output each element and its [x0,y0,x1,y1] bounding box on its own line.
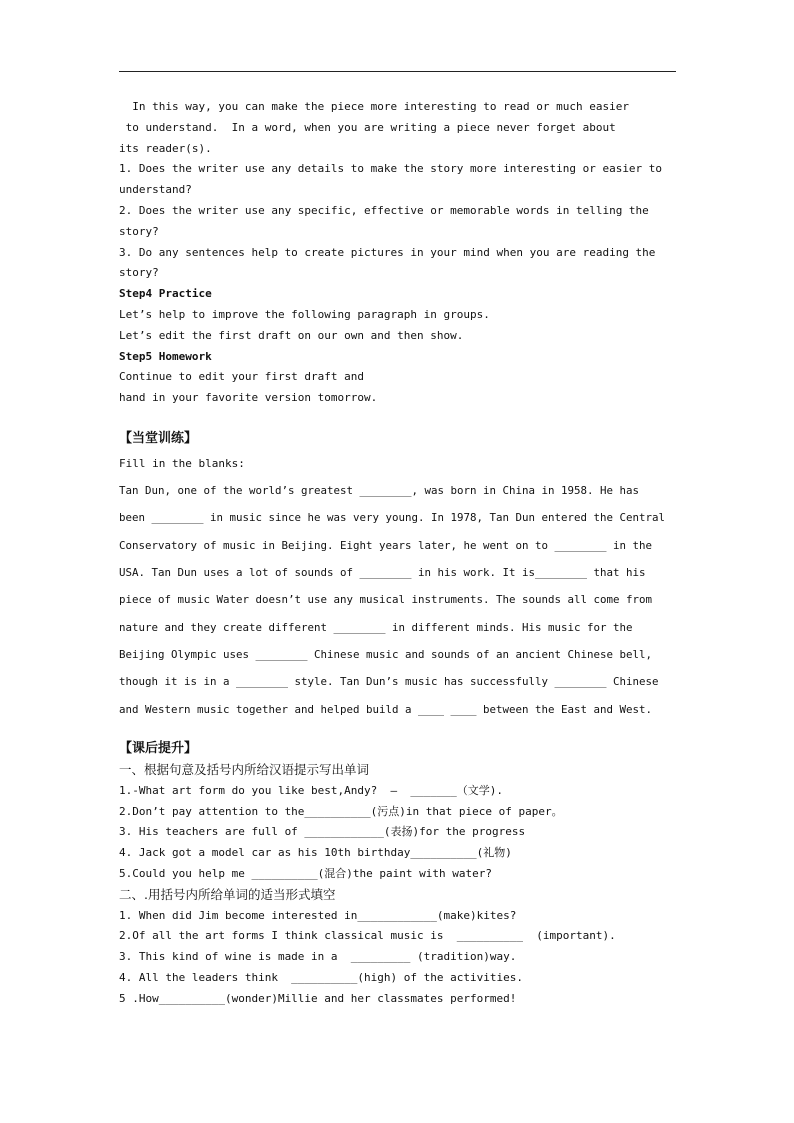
fill-in-passage [119,477,679,724]
passage-line: and Western music together and helped build a ____ ____ between the East and West. [119,702,653,716]
question-line: understand? [119,183,192,197]
exercise-item: 5.Could you help me __________(混合)the paint with water? [119,867,492,881]
step4-section [119,284,679,346]
passage-line: nature and they create different ________ in different minds. His music for the [119,620,633,634]
passage-line: Conservatory of music in Beijing. Eight years later, he went on to ________ in the [119,538,653,552]
intro-line: its reader(s). [119,141,212,155]
question-line: 1. Does the writer use any details to make the story more interesting or easier to [119,162,663,176]
exercise-item: 3. His teachers are full of ____________(表扬)for the progress [119,825,526,839]
exercise-item: 4. All the leaders think __________(high) of the activities. [119,971,523,985]
question-line: story? [119,266,159,280]
fill-instruction: Fill in the blanks: [119,456,245,470]
passage-line: Beijing Olympic uses ________ Chinese music and sounds of an ancient Chinese bell, [119,648,653,662]
question-line: 2. Does the writer use any specific, effective or memorable words in telling the [119,203,649,217]
exercise-item: 1. When did Jim become interested in____________(make)kites? [119,908,517,922]
step4-line: Let’s help to improve the following paragraph in groups. [119,307,490,321]
intro-line: In this way, you can make the piece more interesting to read or much easier [119,100,629,113]
passage-line: USA. Tan Dun uses a lot of sounds of ________ in his work. It is________ that his [119,565,646,579]
exercise-item: 5 .How__________(wonder)Millie and her classmates performed! [119,991,517,1005]
after-class-heading: 【课后提升】 [119,741,198,757]
exercise-item: 4. Jack got a model car as his 10th birthday__________(礼物) [119,846,512,860]
step4-line: Let’s edit the first draft on our own and then show. [119,328,464,342]
class-practice-section [119,429,679,723]
class-practice-heading: 【当堂训练】 [119,430,198,446]
document-body [119,97,679,1010]
step5-line: Continue to edit your first draft and [119,370,365,384]
passage-line: though it is in a ________ style. Tan Dun’s music has successfully ________ Chinese [119,675,659,689]
exercise-item: 2.Don’t pay attention to the__________(污点)in that piece of paper。 [119,804,563,818]
header-rule [119,71,676,72]
question-line: story? [119,224,159,238]
intro-line: to understand. In a word, when you are writing a piece never forget about [119,120,616,134]
step5-line: hand in your favorite version tomorrow. [119,391,378,405]
step5-title: Step5 Homework [119,349,212,363]
intro-section [119,97,679,284]
step5-section [119,347,679,409]
passage-line: been ________ in music since he was very young. In 1978, Tan Dun entered the Central [119,511,666,525]
exercise-item: 3. This kind of wine is made in a _________ (tradition)way. [119,950,517,964]
step4-title: Step4 Practice [119,287,212,301]
exercise-item: 1.-What art form do you like best,Andy? — _______（文学). [119,783,503,797]
passage-line: Tan Dun, one of the world’s greatest ________, was born in China in 1958. He has [119,483,640,497]
exercise-item: 2.Of all the art forms I think classical music is __________ (important). [119,929,616,943]
after-class-section [119,739,679,1009]
question-line: 3. Do any sentences help to create pictures in your mind when you are reading the [119,245,656,259]
passage-line: piece of music Water doesn’t use any musical instruments. The sounds all come from [119,593,653,607]
part2-title: 二、.用括号内所给单词的适当形式填空 [119,886,336,902]
part1-title: 一、根据句意及括号内所给汉语提示写出单词 [119,762,370,778]
